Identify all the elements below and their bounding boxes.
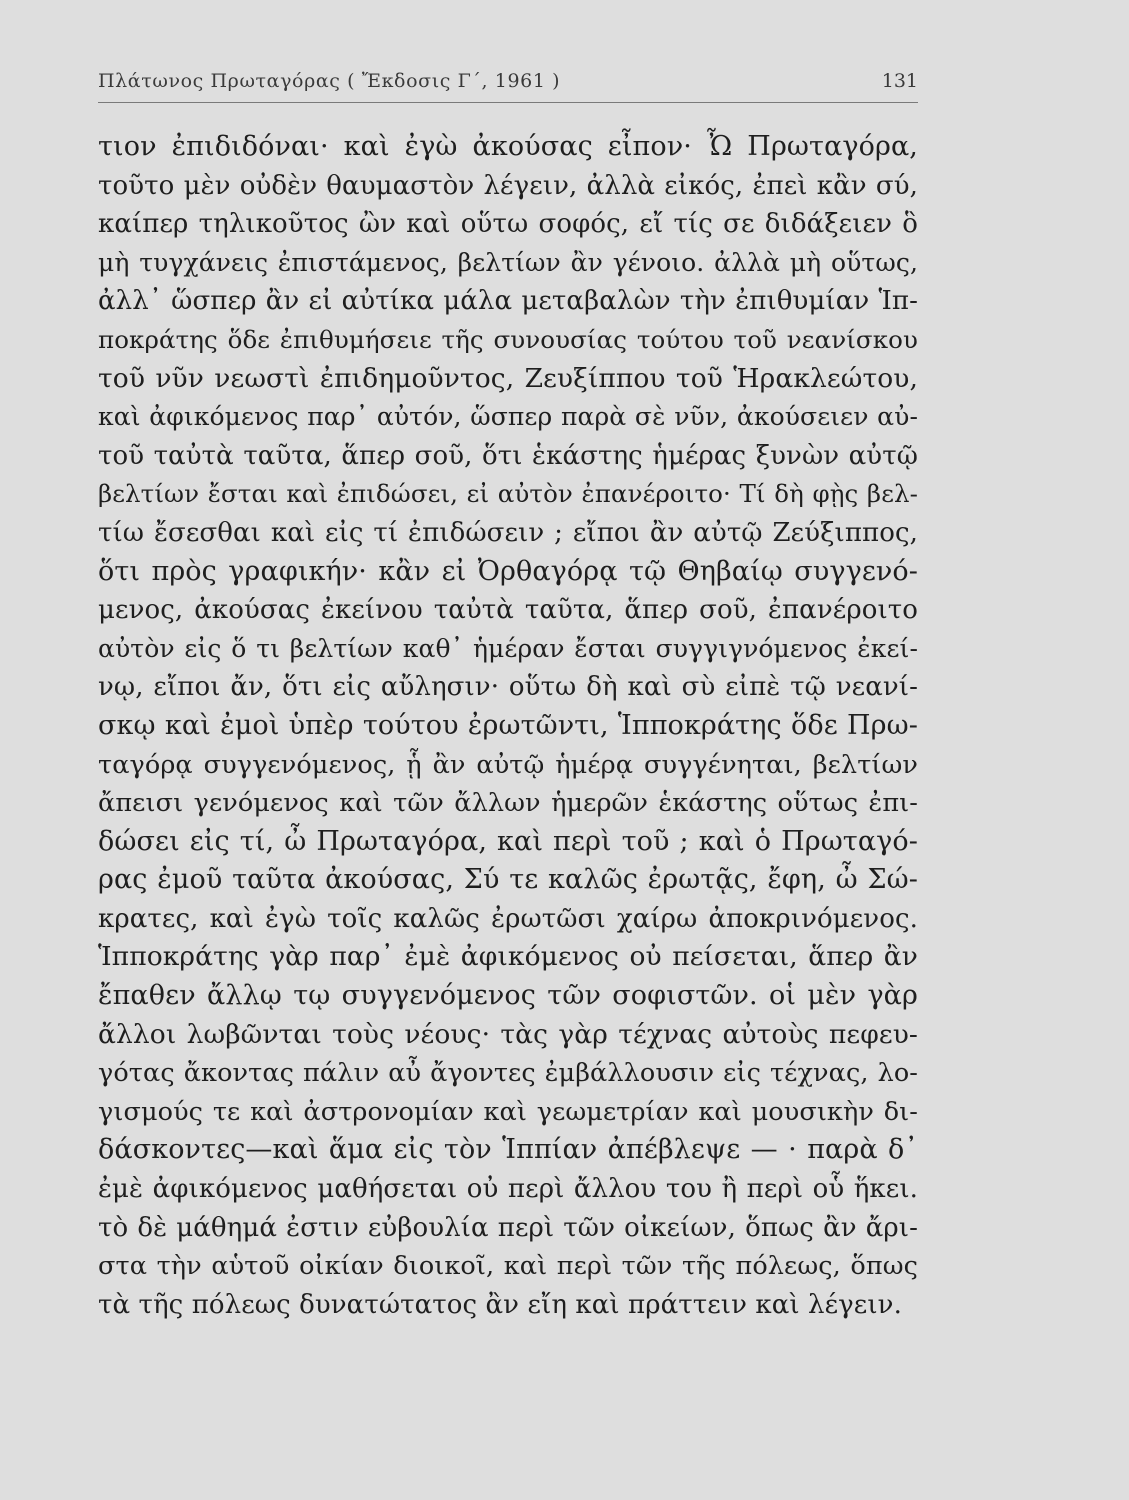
text-line: κρατες, καὶ ἐγὼ τοῖς καλῶς ἐρωτῶσι χαίρω ἀποκρινόμενος. [98,903,918,934]
running-head [98,70,918,100]
text-line: Ἱπποκράτης γὰρ παρ᾽ ἐμὲ ἀφικόμενος οὐ πείσεται, ἅπερ ἂν [98,941,918,973]
text-line: γισμούς τε καὶ ἀστρονομίαν καὶ γεωμετρίαν καὶ μουσικὴν δι- [98,1096,918,1127]
text-line: ὅτι πρὸς γραφικήν· κἂν εἰ Ὀρθαγόρᾳ τῷ Θηβαίῳ συγγενό- [98,555,918,587]
text-line: αὐτὸν εἰς ὅ τι βελτίων καθ᾽ ἡμέραν ἔσται συγγιγνόμενος ἐκεί- [98,633,918,663]
page-number: 131 [881,70,918,92]
text-line: τοῦ ταὐτὰ ταῦτα, ἅπερ σοῦ, ὅτι ἑκάστης ἡμέρας ξυνὼν αὐτῷ [98,440,918,471]
text-line: καὶ ἀφικόμενος παρ᾽ αὐτόν, ὥσπερ παρὰ σὲ νῦν, ἀκούσειεν αὐ- [98,402,918,432]
body-text [98,128,918,1324]
text-line: βελτίων ἔσται καὶ ἐπιδώσει, εἰ αὐτὸν ἐπανέροιτο· Τί δὴ φῂς βελ- [98,479,918,509]
text-line: ἄλλοι λωβῶνται τοὺς νέους· τὰς γὰρ τέχνας αὐτοὺς πεφευ- [98,1018,918,1050]
text-line: τοῦτο μὲν οὐδὲν θαυμαστὸν λέγειν, ἀλλὰ εἰκός, ἐπεὶ κἂν σύ, [98,170,918,201]
text-line: μενος, ἀκούσας ἐκείνου ταὐτὰ ταῦτα, ἅπερ σοῦ, ἐπανέροιτο [98,595,918,626]
text-line: δάσκοντες—καὶ ἅμα εἰς τὸν Ἱππίαν ἀπέβλεψε — · παρὰ δ᾽ [98,1134,918,1166]
text-line: ἔπαθεν ἄλλῳ τῳ συγγενόμενος τῶν σοφιστῶν. οἱ μὲν γὰρ [98,980,918,1012]
text-line: ἐμὲ ἀφικόμενος μαθήσεται οὐ περὶ ἄλλου του ἢ περὶ οὗ ἥκει. [98,1174,918,1205]
text-line: ποκράτης ὅδε ἐπιθυμήσειε τῆς συνουσίας τούτου τοῦ νεανίσκου [98,324,918,354]
text-line: γότας ἄκοντας πάλιν αὖ ἄγοντες ἐμβάλλουσιν εἰς τέχνας, λο- [98,1058,918,1089]
text-line: τὸ δὲ μάθημά ἐστιν εὐβουλία περὶ τῶν οἰκείων, ὅπως ἂν ἄρι- [98,1212,918,1243]
text-line: τιον ἐπιδιδόναι· καὶ ἐγὼ ἀκούσας εἶπον· Ὦ Πρωταγόρα, [98,131,918,162]
text-line: ταγόρᾳ συγγενόμενος, ᾗ ἂν αὐτῷ ἡμέρᾳ συγγένηται, βελτίων [98,749,918,780]
text-line: ἄπεισι γενόμενος καὶ τῶν ἄλλων ἡμερῶν ἑκάστης οὕτως ἐπι- [98,788,918,819]
text-line: σκῳ καὶ ἐμοὶ ὑπὲρ τούτου ἐρωτῶντι, Ἱπποκράτης ὅδε Πρω- [98,709,918,741]
text-line: ἀλλ᾽ ὥσπερ ἂν εἰ αὐτίκα μάλα μεταβαλὼν τὴν ἐπιθυμίαν Ἱπ- [98,286,918,317]
text-line: στα τὴν αὑτοῦ οἰκίαν διοικοῖ, καὶ περὶ τῶν τῆς πόλεως, ὅπως [98,1251,918,1282]
text-line: δώσει εἰς τί, ὦ Πρωταγόρα, καὶ περὶ τοῦ ; καὶ ὁ Πρωταγό- [98,825,918,857]
text-line: τοῦ νῦν νεωστὶ ἐπιδημοῦντος, Ζευξίππου τοῦ Ἡρακλεώτου, [98,362,918,394]
text-line: καίπερ τηλικοῦτος ὢν καὶ οὕτω σοφός, εἴ τίς σε διδάξειεν ὃ [98,209,918,240]
text-line: νῳ, εἴποι ἄν, ὅτι εἰς αὔλησιν· οὕτω δὴ καὶ σὺ εἰπὲ τῷ νεανί- [98,672,918,703]
header-rule [98,102,918,103]
text-line: τίω ἔσεσθαι καὶ εἰς τί ἐπιδώσειν ; εἴποι ἂν αὐτῷ Ζεύξιππος, [98,517,918,548]
text-line: τὰ τῆς πόλεως δυνατώτατος ἂν εἴη καὶ πράττειν καὶ λέγειν. [98,1289,902,1320]
running-title: Πλάτωνος Πρωταγόρας ( Ἔκδοσις Γ΄, 1961 ) [98,70,561,92]
text-line: ρας ἐμοῦ ταῦτα ἀκούσας, Σύ τε καλῶς ἐρωτᾷς, ἔφη, ὦ Σώ- [98,864,918,896]
text-line: μὴ τυγχάνεις ἐπιστάμενος, βελτίων ἂν γένοιο. ἀλλὰ μὴ οὕτως, [98,247,918,277]
